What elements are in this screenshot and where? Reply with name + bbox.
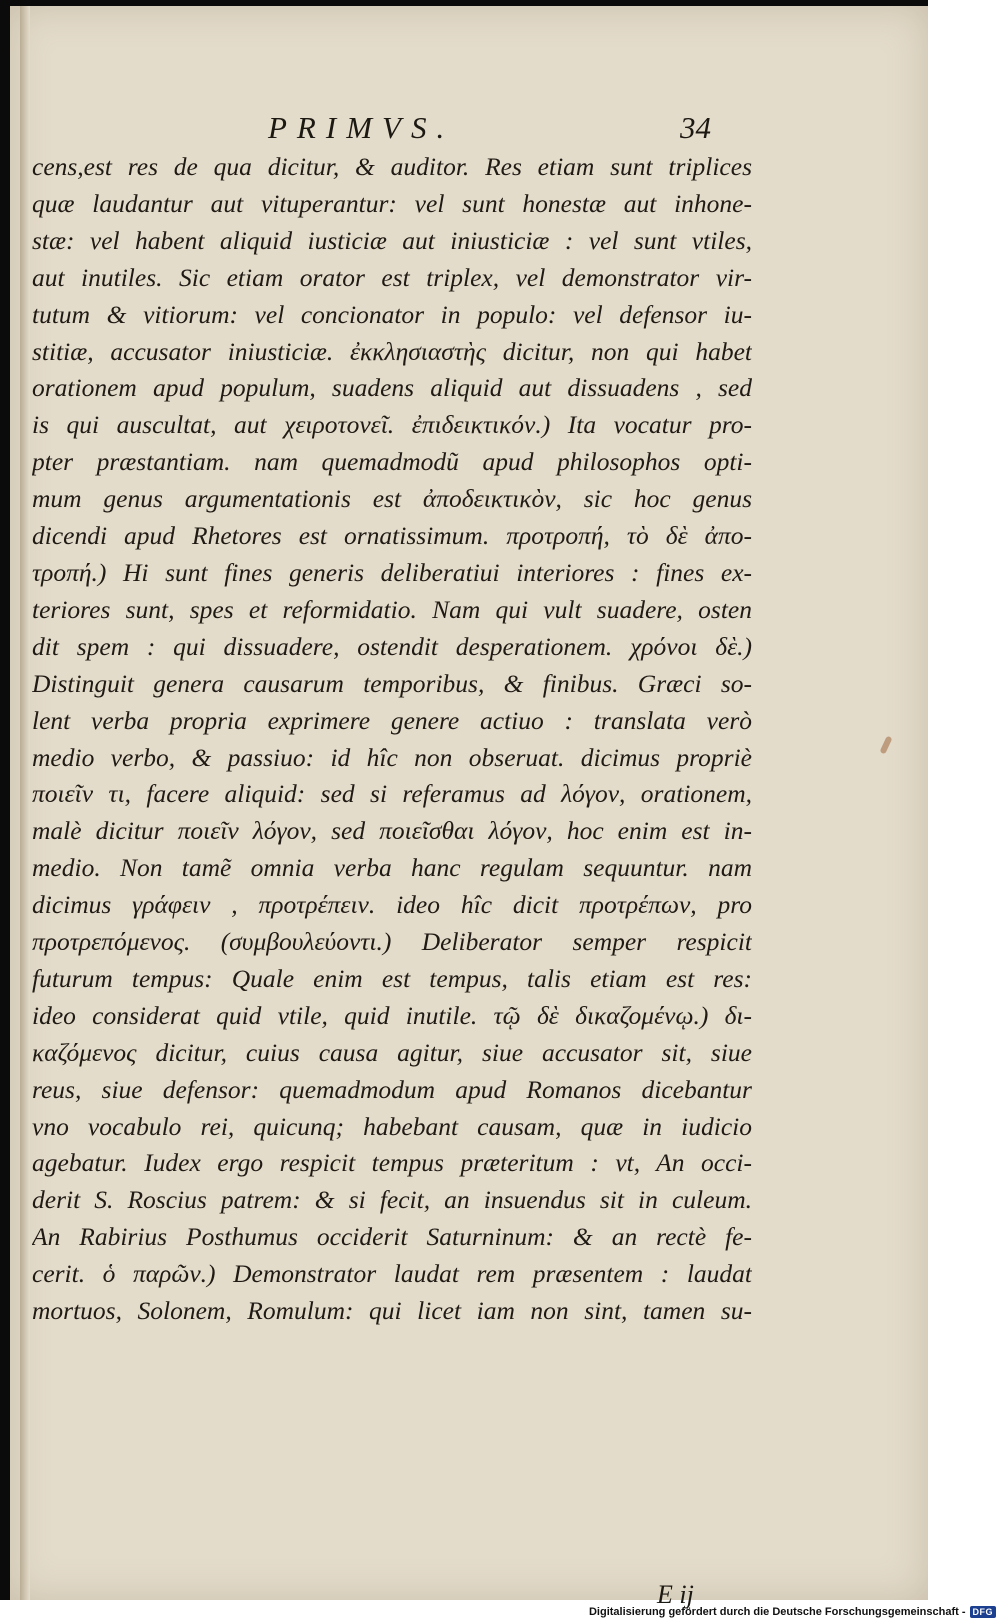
footer-credit: Digitalisierung gefördert durch die Deutsche Forschungsgemeinschaft - <box>588 1606 966 1618</box>
text-line: teriores sunt, spes et reformidatio. Nam qui vult suadere, osten <box>32 594 752 624</box>
digitization-footer <box>589 1603 996 1621</box>
dfg-logo-icon: DFG <box>970 1606 997 1618</box>
text-line: ideo considerat quid vtile, quid inutile. τῷ δὲ δικαζομένῳ.) δι- <box>32 1000 752 1030</box>
text-line: medio. Non tamẽ omnia verba hanc regulam sequuntur. nam <box>32 853 752 883</box>
text-line: quæ laudantur aut vituperantur: vel sunt honestæ aut inhone- <box>32 188 752 218</box>
text-line: futurum tempus: Quale enim est tempus, talis etiam est res: <box>32 963 752 993</box>
text-line: malè dicitur ποιεῖν λόγον, sed ποιεῖσθαι λόγον, hoc enim est in- <box>32 816 752 846</box>
text-line: cens,est res de qua dicitur, & auditor. Res etiam sunt triplices <box>32 152 752 181</box>
body-text <box>32 149 752 1330</box>
text-line: καζόμενος dicitur, cuius causa agitur, siue accusator sit, siue <box>32 1037 752 1067</box>
text-line: cerit. ὁ παρῶν.) Demonstrator laudat rem præsentem : laudat <box>32 1259 752 1289</box>
text-line: is qui auscultat, aut χειροτονεῖ. ἐπιδεικτικόν.) Ita vocatur pro- <box>32 410 752 440</box>
text-line: agebatur. Iudex ergo respicit tempus præteritum : vt, An occi- <box>32 1148 752 1178</box>
text-line: pter præstantiam. nam quemadmodũ apud philosophos opti- <box>32 447 752 477</box>
ink-smudge <box>879 736 892 755</box>
text-line: τροπή.) Hi sunt fines generis deliberatiui interiores : fines ex- <box>32 557 752 587</box>
text-line: dit spem : qui dissuadere, ostendit desperationem. χρόνοι δὲ.) <box>32 631 752 661</box>
text-line: dicendi apud Rhetores est ornatissimum. προτροπή, τὸ δὲ ἀπο- <box>32 521 752 551</box>
text-line: προτρεπόμενος. (συμβουλεύοντι.) Deliberator semper respicit <box>32 927 752 957</box>
book-page <box>10 6 928 1609</box>
signature-mark: E ij <box>657 1580 694 1609</box>
text-line: stitiæ, accusator iniusticiæ. ἐκκλησιαστὴς dicitur, non qui habet <box>32 336 752 366</box>
text-line: vno vocabulo rei, quicunq; habebant causam, quæ in iudicio <box>32 1111 752 1141</box>
text-line: lent verba propria exprimere genere actiuo : translata verò <box>32 705 752 735</box>
text-line: ποιεῖν τι, facere aliquid: sed si referamus ad λόγον, orationem, <box>32 779 752 809</box>
text-line: derit S. Roscius patrem: & si fecit, an insuendus sit in culeum. <box>32 1185 752 1215</box>
text-line: reus, siue defensor: quemadmodum apud Romanos dicebantur <box>32 1074 752 1104</box>
text-line: orationem apud populum, suadens aliquid aut dissuadens , sed <box>32 373 752 403</box>
text-line: dicimus γράφειν , προτρέπειν. ideo hîc dicit προτρέπων, pro <box>32 890 752 920</box>
page-number: 34 <box>680 110 711 145</box>
text-line: mortuos, Solonem, Romulum: qui licet iam non sint, tamen su- <box>32 1296 752 1326</box>
text-line: tutum & vitiorum: vel concionator in populo: vel defensor iu- <box>32 299 752 329</box>
page-gutter-shadow <box>20 6 30 1600</box>
running-head <box>10 110 928 150</box>
running-head-title: PRIMVS. <box>268 110 455 145</box>
text-line: An Rabirius Posthumus occiderit Saturninum: & an rectè fe- <box>32 1222 752 1252</box>
text-line: aut inutiles. Sic etiam orator est triplex, vel demonstrator vir- <box>32 262 752 292</box>
text-line: Distinguit genera causarum temporibus, & finibus. Græci so- <box>32 668 752 698</box>
text-line: mum genus argumentationis est ἀποδεικτικὸν, sic hoc genus <box>32 484 752 514</box>
text-line: medio verbo, & passiuo: id hîc non obseruat. dicimus propriè <box>32 742 752 772</box>
text-line: stæ: vel habent aliquid iusticiæ aut iniusticiæ : vel sunt vtiles, <box>32 225 752 255</box>
